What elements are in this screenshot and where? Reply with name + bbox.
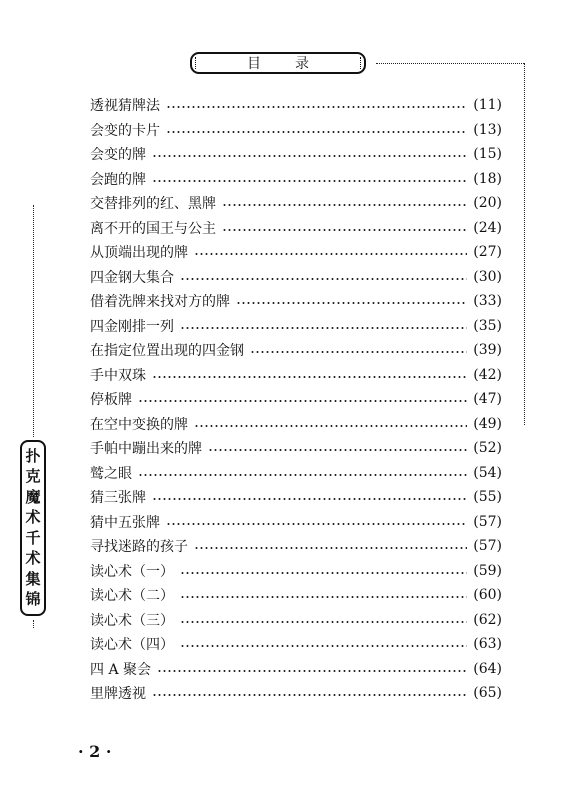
toc-entry[interactable]: [90, 583, 502, 608]
toc-entry-title: 离不开的国王与公主: [90, 220, 216, 237]
toc-entry-title: 停板牌: [90, 392, 132, 409]
toc-entry-title: 猜三张牌: [90, 490, 146, 507]
dot-leader: [194, 425, 467, 427]
toc-entry-page: (59): [473, 562, 502, 579]
dot-leader: [166, 131, 467, 133]
toc-entry[interactable]: [90, 608, 502, 633]
toc-entry-title: 在空中变换的牌: [90, 416, 188, 433]
toc-entry[interactable]: [90, 657, 502, 682]
toc-entry[interactable]: [90, 681, 502, 706]
toc-entry-title: 四 A 聚会: [90, 661, 152, 678]
spine-char: 集: [25, 569, 41, 588]
toc-entry[interactable]: [90, 338, 502, 363]
spine-char: 魔: [25, 487, 41, 506]
dot-leader: [236, 302, 467, 304]
dot-leader: [208, 449, 467, 451]
toc-entry[interactable]: [90, 559, 502, 584]
toc-entry-title: 会变的牌: [90, 147, 146, 164]
dot-leader: [152, 376, 467, 378]
dot-leader: [166, 106, 467, 108]
toc-entry-page: (13): [473, 121, 502, 138]
dot-leader: [180, 572, 467, 574]
toc-entry[interactable]: [90, 265, 502, 290]
toc-entry-page: (65): [473, 685, 502, 702]
page-number: · 2 ·: [78, 742, 112, 761]
toc-entry-title: 会变的卡片: [90, 122, 160, 139]
toc-entry-page: (20): [473, 195, 502, 212]
toc-entry-page: (64): [473, 660, 502, 677]
toc-entry-title: 会跑的牌: [90, 171, 146, 188]
dotted-guide-top: [376, 63, 524, 64]
toc-header-title: 目录: [247, 56, 343, 72]
dot-leader: [152, 180, 467, 182]
toc-entry-title: 手帕中蹦出来的牌: [90, 441, 202, 458]
dotted-guide-bottom: [33, 620, 34, 628]
toc-entry-title: 读心术（一）: [90, 563, 174, 580]
dot-leader: [194, 253, 467, 255]
spine-char: 术: [25, 549, 41, 568]
toc-entry-page: (54): [473, 464, 502, 481]
book-spine-label: [20, 440, 46, 616]
toc-entry-page: (18): [473, 170, 502, 187]
dot-leader: [152, 498, 467, 500]
toc-entry-title: 读心术（四）: [90, 637, 174, 654]
toc-entry-page: (63): [473, 636, 502, 653]
toc-entry-title: 交替排列的红、黑牌: [90, 196, 216, 213]
toc-entry-page: (52): [473, 440, 502, 457]
toc-entry-title: 四金刚排一列: [90, 318, 174, 335]
toc-entry[interactable]: [90, 314, 502, 339]
toc-entry-page: (55): [473, 489, 502, 506]
toc-entry[interactable]: [90, 387, 502, 412]
toc-entry[interactable]: [90, 118, 502, 143]
toc-entry-page: (62): [473, 611, 502, 628]
toc-entry-page: (33): [473, 293, 502, 310]
spine-char: 术: [25, 508, 41, 527]
dot-leader: [194, 547, 467, 549]
toc-entry-title: 借着洗牌来找对方的牌: [90, 294, 230, 311]
dot-leader: [138, 474, 467, 476]
toc-entry[interactable]: [90, 412, 502, 437]
toc-entry-title: 鹫之眼: [90, 465, 132, 482]
toc-entry-title: 透视猜牌法: [90, 98, 160, 115]
dot-leader: [180, 327, 467, 329]
toc-entry[interactable]: [90, 93, 502, 118]
toc-entry-page: (39): [473, 342, 502, 359]
toc-entry[interactable]: [90, 167, 502, 192]
toc-entry-title: 四金钢大集合: [90, 269, 174, 286]
spine-char: 扑: [25, 446, 41, 465]
toc-entry-page: (57): [473, 538, 502, 555]
spine-char: 克: [25, 467, 41, 486]
toc-entry-page: (30): [473, 268, 502, 285]
toc-entry-title: 读心术（三）: [90, 612, 174, 629]
toc-entry-title: 寻找迷路的孩子: [90, 539, 188, 556]
dot-leader: [180, 278, 467, 280]
toc-entry-page: (47): [473, 391, 502, 408]
dot-leader: [180, 596, 467, 598]
spine-char: 千: [25, 528, 41, 547]
toc-entry-title: 在指定位置出现的四金钢: [90, 343, 244, 360]
toc-entry-page: (49): [473, 415, 502, 432]
dot-leader: [152, 155, 467, 157]
toc-entry-title: 从顶端出现的牌: [90, 245, 188, 262]
dot-leader: [222, 204, 467, 206]
toc-entry-page: (15): [473, 146, 502, 163]
toc-entry[interactable]: [90, 142, 502, 167]
toc-entry[interactable]: [90, 436, 502, 461]
dot-leader: [166, 523, 467, 525]
dot-leader: [222, 229, 467, 231]
dot-leader: [157, 670, 467, 672]
toc-entry-page: (27): [473, 244, 502, 261]
toc-entry-page: (35): [473, 317, 502, 334]
dot-leader: [250, 351, 467, 353]
toc-header-frame: [190, 52, 366, 74]
toc-entry[interactable]: [90, 485, 502, 510]
toc-entry-title: 猜中五张牌: [90, 514, 160, 531]
toc-entry-title: 手中双珠: [90, 367, 146, 384]
toc-entry[interactable]: [90, 534, 502, 559]
table-of-contents: [90, 93, 502, 706]
toc-entry[interactable]: [90, 240, 502, 265]
dotted-guide-right: [524, 63, 525, 425]
dot-leader: [180, 621, 467, 623]
toc-entry[interactable]: [90, 216, 502, 241]
toc-entry-title: 读心术（二）: [90, 588, 174, 605]
dot-leader: [138, 400, 467, 402]
toc-entry[interactable]: [90, 632, 502, 657]
toc-entry-page: (57): [473, 513, 502, 530]
toc-entry[interactable]: [90, 510, 502, 535]
spine-char: 锦: [25, 590, 41, 609]
dotted-guide-left: [33, 205, 34, 437]
toc-entry[interactable]: [90, 289, 502, 314]
toc-entry-page: (60): [473, 587, 502, 604]
toc-entry[interactable]: [90, 191, 502, 216]
toc-entry-page: (24): [473, 219, 502, 236]
toc-entry-title: 里牌透视: [90, 686, 146, 703]
dot-leader: [180, 645, 467, 647]
toc-entry-page: (11): [473, 97, 502, 114]
toc-entry[interactable]: [90, 461, 502, 486]
toc-entry[interactable]: [90, 363, 502, 388]
dot-leader: [152, 694, 467, 696]
toc-entry-page: (42): [473, 366, 502, 383]
